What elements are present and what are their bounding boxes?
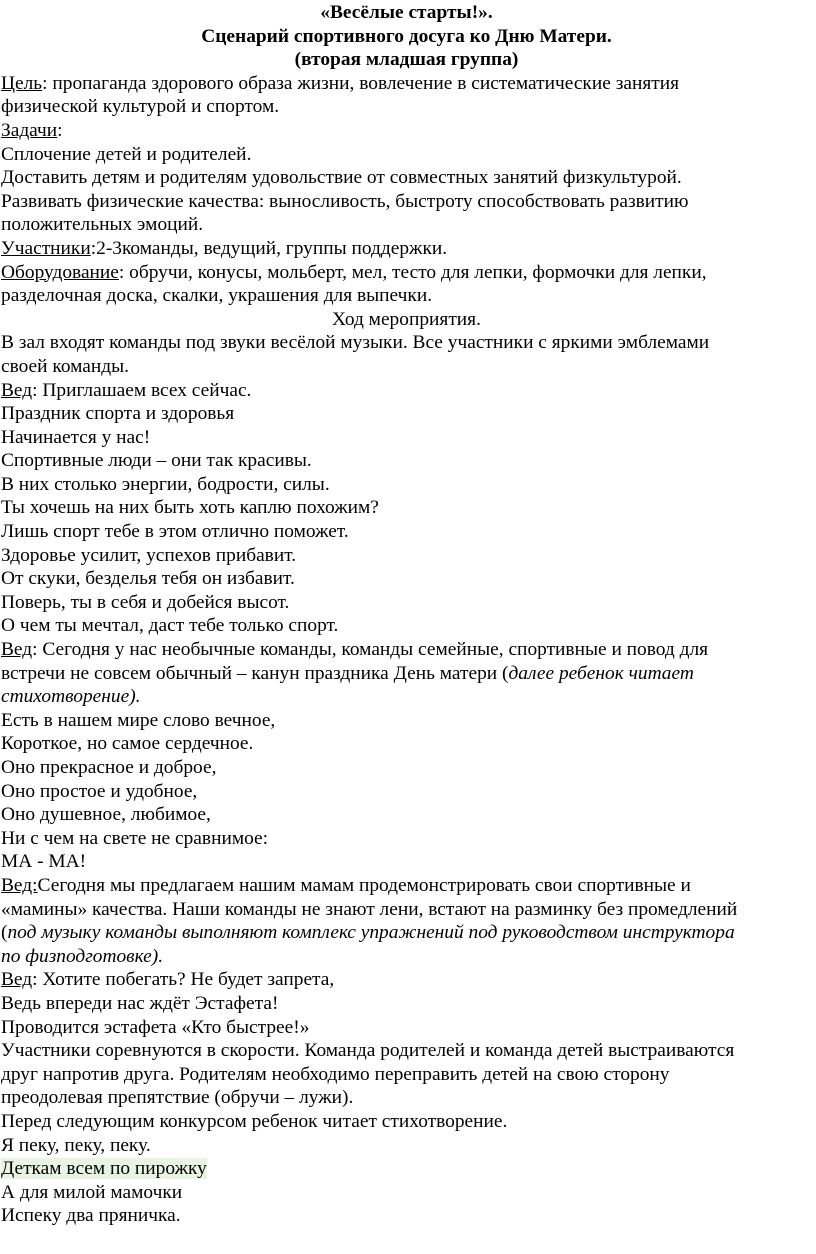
- poem-line: Оно душевное, любимое,: [1, 804, 211, 826]
- participants-label: Участники: [1, 237, 91, 259]
- relay-line: Участники соревнуются в скорости. Команда родителей и команда детей выстраиваются: [1, 1040, 735, 1062]
- poem-sport: [1, 402, 812, 638]
- poem-line: Испеку два пряничка.: [1, 1205, 181, 1227]
- document-group: (вторая младшая группа): [294, 49, 519, 71]
- stage-direction-continued: по физподготовке).: [1, 945, 164, 967]
- goal-label: Цель: [1, 72, 43, 94]
- relay-line: преодолевая препятствие (обручи – лужи).: [1, 1087, 354, 1109]
- relay-line: Проводится эстафета «Кто быстрее!»: [1, 1016, 310, 1038]
- tasks-heading: Задачи:: [1, 119, 63, 141]
- poem-line: В них столько энергии, бодрости, силы.: [1, 473, 330, 495]
- relay-line: друг напротив друга. Родителям необходимо переправить детей на свою сторону: [1, 1063, 670, 1085]
- host-line: Вед: Хотите побегать? Не будет запрета,: [1, 969, 335, 991]
- poem-line: Оно простое и удобное,: [1, 780, 198, 802]
- relay-line: Ведь впереди нас ждёт Эстафета!: [1, 992, 279, 1014]
- goal-paragraph: [1, 72, 812, 96]
- poem-line: О чем ты мечтал, даст тебе только спорт.: [1, 615, 339, 637]
- course-heading: Ход мероприятия.: [332, 308, 481, 330]
- tasks-label: Задачи: [1, 119, 58, 141]
- host-label: Вед: [1, 969, 33, 991]
- poem-line: Оно прекрасное и доброе,: [1, 757, 217, 778]
- document-subtitle: Сценарий спортивного досуга ко Дню Матери.: [201, 25, 612, 47]
- participants-text: :2-3команды, ведущий, группы поддержки.: [90, 237, 448, 259]
- host-line-continued: встречи не совсем обычный – канун праздника День матери (далее ребенок читает: [1, 662, 694, 684]
- poem-line: Начинается у нас!: [1, 426, 151, 448]
- poem-line: Ты хочешь на них быть хоть каплю похожим?: [1, 497, 379, 519]
- host-label: Вед:: [1, 874, 38, 896]
- poem-line: МА - МА!: [1, 851, 87, 873]
- poem-mother: [1, 709, 812, 874]
- host-label: Вед: [1, 639, 33, 661]
- equipment-text-continued: разделочная доска, скалки, украшения для выпечки.: [1, 285, 433, 307]
- poem-line: Есть в нашем мире слово вечное,: [1, 709, 276, 731]
- task-item: Доставить детям и родителям удовольствие от совместных занятий физкультурой.: [1, 167, 682, 189]
- goal-text: : пропаганда здорового образа жизни, вовлечение в систематические занятия: [42, 72, 680, 94]
- host-line-continued: «мамины» качества. Наши команды не знают лени, встают на разминку без промедлений: [1, 898, 738, 920]
- relay-line: Перед следующим конкурсом ребенок читает стихотворение.: [1, 1110, 508, 1132]
- stage-direction: стихотворение).: [1, 686, 141, 708]
- poem-line: Короткое, но самое сердечное.: [1, 733, 254, 755]
- equipment-paragraph: [1, 261, 812, 285]
- host-line: Вед: Приглашаем всех сейчас.: [1, 379, 252, 401]
- host-label: Вед: [1, 379, 33, 401]
- poem-line: Праздник спорта и здоровья: [1, 403, 235, 425]
- entry-paragraph-continued: своей команды.: [1, 355, 130, 377]
- poem-line: А для милой мамочки: [1, 1181, 183, 1203]
- poem-line: Здоровье усилит, успехов прибавит.: [1, 544, 297, 566]
- goal-text-continued: физической культурой и спортом.: [1, 96, 280, 118]
- poem-line: Поверь, ты в себя и добейся высот.: [1, 591, 290, 613]
- task-item-continued: положительных эмоций.: [1, 214, 204, 236]
- equipment-label: Оборудование: [1, 261, 119, 283]
- poem-line: Я пеку, пеку, пеку.: [1, 1134, 151, 1156]
- stage-direction: (под музыку команды выполняют комплекс упражнений под руководством инструктора: [1, 922, 735, 944]
- host-line: Вед:Сегодня мы предлагаем нашим мамам продемонстрировать свои спортивные и: [1, 874, 691, 896]
- poem-line: Ни с чем на свете не сравнимое:: [1, 827, 269, 849]
- poem-line: Лишь спорт тебе в этом отлично поможет.: [1, 521, 349, 543]
- poem-line: От скуки, безделья тебя он избавит.: [1, 568, 295, 590]
- equipment-text: : обручи, конусы, мольберт, мел, тесто для лепки, формочки для лепки,: [118, 261, 707, 283]
- task-item: Сплочение детей и родителей.: [1, 143, 252, 165]
- task-item: Развивать физические качества: выносливость, быстроту способствовать развитию: [1, 190, 689, 212]
- poem-line: Спортивные люди – они так красивы.: [1, 450, 312, 472]
- document-title: «Весёлые старты!».: [320, 2, 493, 23]
- participants-paragraph: [1, 237, 812, 261]
- highlighted-poem-line: Деткам всем по пирожку: [1, 1158, 207, 1180]
- host-line: Вед: Сегодня у нас необычные команды, команды семейные, спортивные и повод для: [1, 639, 709, 661]
- entry-paragraph: В зал входят команды под звуки весёлой музыки. Все участники с яркими эмблемами: [1, 332, 710, 354]
- relay-section: [1, 992, 812, 1157]
